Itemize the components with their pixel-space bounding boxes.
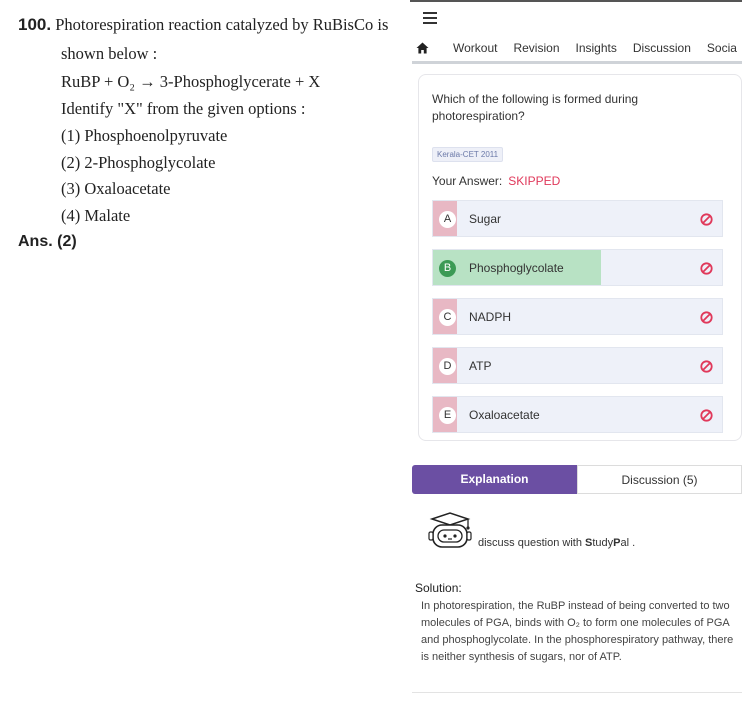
hamburger-menu-icon[interactable] [423, 12, 437, 24]
question-stem-line2: shown below : [61, 44, 158, 63]
nav-item-revision[interactable]: Revision [513, 41, 560, 55]
nav-item-social[interactable]: Socia [706, 41, 737, 55]
nav-item-insights[interactable]: Insights [575, 41, 617, 55]
option-label: Sugar [469, 212, 502, 226]
divider [412, 692, 742, 693]
option-letter: E [439, 407, 456, 424]
textbook-option-4: (4) Malate [61, 206, 131, 225]
option-label: NADPH [469, 310, 512, 324]
textbook-option-2: (2) 2-Phosphoglycolate [61, 153, 216, 172]
home-icon[interactable] [416, 42, 429, 54]
not-allowed-icon [700, 409, 713, 422]
option-d[interactable] [432, 347, 723, 384]
quiz-app-panel [410, 0, 742, 707]
option-letter: D [439, 358, 456, 375]
option-label: Oxaloacetate [469, 408, 540, 422]
textbook-option-1: (1) Phosphoenolpyruvate [61, 126, 228, 145]
top-border [410, 0, 742, 2]
option-label: Phosphoglycolate [469, 261, 564, 275]
answer-label: Ans. [18, 233, 53, 250]
explanation-tabs [412, 465, 742, 494]
option-letter: A [439, 211, 456, 228]
nav-underline [412, 61, 742, 64]
question-stem-line1 [18, 15, 388, 35]
question-number: 100. [18, 15, 52, 34]
reaction-equation: RuBP + O₂ → 3-Phosphoglycerate + X [61, 72, 321, 91]
skipped-status: SKIPPED [508, 174, 561, 188]
textbook-option-3: (3) Oxaloacetate [61, 179, 171, 198]
question-card [418, 74, 742, 441]
tab-discussion[interactable]: Discussion (5) [577, 465, 742, 494]
tab-explanation[interactable]: Explanation [412, 465, 577, 494]
option-label: ATP [469, 359, 492, 373]
question-stem-text: Photorespiration reaction catalyzed by RuBisCo is [55, 15, 389, 34]
not-allowed-icon [700, 262, 713, 275]
nav-item-workout[interactable]: Workout [453, 41, 498, 55]
question-text: Which of the following is formed during photorespiration? [432, 92, 639, 123]
robot-mascot-icon [426, 510, 474, 552]
answer-value: (2) [57, 233, 77, 250]
your-answer-label: Your Answer: [432, 174, 503, 188]
studypal-text: discuss question with StudyPal . [478, 537, 636, 549]
option-b[interactable] [432, 249, 723, 286]
studypal-link[interactable] [426, 510, 726, 554]
question-prompt: Identify "X" from the given options : [61, 99, 306, 118]
not-allowed-icon [700, 360, 713, 373]
your-answer-line [432, 174, 560, 188]
option-c[interactable] [432, 298, 723, 335]
exam-tag: Kerala-CET 2011 [432, 147, 503, 162]
top-nav [410, 36, 742, 60]
nav-item-discussion[interactable]: Discussion [632, 41, 691, 55]
not-allowed-icon [700, 213, 713, 226]
option-letter: B [439, 260, 456, 277]
not-allowed-icon [700, 311, 713, 324]
solution-text: In photorespiration, the RuBP instead of being converted to two molecules of PGA, binds with O₂ to form one molecules of PGA and phosphoglycolate. In the phosphorespiratory pathway, there is neither synthesis of sugars, nor of ATP. [421, 600, 734, 663]
option-letter: C [439, 309, 456, 326]
option-a[interactable] [432, 200, 723, 237]
option-e[interactable] [432, 396, 723, 433]
solution-heading: Solution: [415, 581, 462, 595]
answer-line [18, 233, 77, 251]
